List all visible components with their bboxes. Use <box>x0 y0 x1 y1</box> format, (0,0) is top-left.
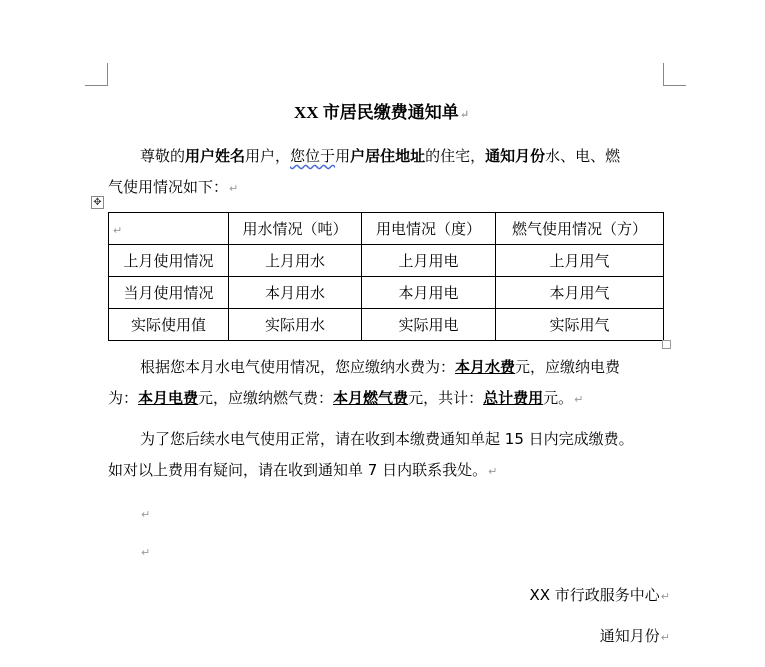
table-move-handle[interactable]: ✥ <box>91 196 104 209</box>
table-header-cell[interactable]: 用电情况（度） <box>362 213 496 245</box>
table-cell[interactable]: 本月用电 <box>362 277 496 309</box>
fee-line-1: 根据您本月水电气使用情况，您应缴纳水费为：本月水费元，应缴纳电费 <box>140 358 621 376</box>
table-row <box>109 277 664 309</box>
table-header-row <box>109 213 664 245</box>
table-cell[interactable]: 上月用气 <box>496 245 664 277</box>
table-row <box>109 245 664 277</box>
table-cell[interactable]: 上月使用情况 <box>109 245 229 277</box>
usage-table <box>108 212 664 341</box>
margin-corner-top-right <box>663 63 686 86</box>
table-cell[interactable]: 上月用水 <box>229 245 362 277</box>
empty-paragraph: ↵ <box>141 546 151 559</box>
fee-line-2: 为：本月电费元，应缴纳燃气费：本月燃气费元，共计：总计费用元。↵ <box>108 389 584 407</box>
table-cell[interactable]: 上月用电 <box>362 245 496 277</box>
table-resize-handle[interactable] <box>662 340 671 349</box>
table-header-cell[interactable]: ↵ <box>109 213 229 245</box>
greeting-line-1: 尊敬的用户姓名用户，您位于用户居住地址的住宅，通知月份水、电、燃 <box>140 147 621 165</box>
table-cell[interactable]: 实际使用值 <box>109 309 229 341</box>
table-header-cell[interactable]: 用水情况（吨） <box>229 213 362 245</box>
table-row <box>109 309 664 341</box>
notice-line-2: 如对以上费用有疑问，请在收到通知单 7 日内联系我处。↵ <box>108 461 498 479</box>
table-header-cell[interactable]: 燃气使用情况（方） <box>496 213 664 245</box>
signature-date: 通知月份↵ <box>599 627 670 645</box>
signature-org: XX 市行政服务中心↵ <box>529 586 670 604</box>
table-cell[interactable]: 本月用水 <box>229 277 362 309</box>
table-cell[interactable]: 实际用电 <box>362 309 496 341</box>
table-cell[interactable]: 本月用气 <box>496 277 664 309</box>
greeting-line-2: 气使用情况如下：↵ <box>108 178 239 196</box>
margin-corner-top-left <box>85 63 108 86</box>
table-cell[interactable]: 当月使用情况 <box>109 277 229 309</box>
table-cell[interactable]: 实际用气 <box>496 309 664 341</box>
table-cell[interactable]: 实际用水 <box>229 309 362 341</box>
document-title: XX 市居民缴费通知单↵ <box>294 103 470 122</box>
empty-paragraph: ↵ <box>141 508 151 521</box>
notice-line-1: 为了您后续水电气使用正常，请在收到本缴费通知单起 15 日内完成缴费。 <box>140 430 634 448</box>
